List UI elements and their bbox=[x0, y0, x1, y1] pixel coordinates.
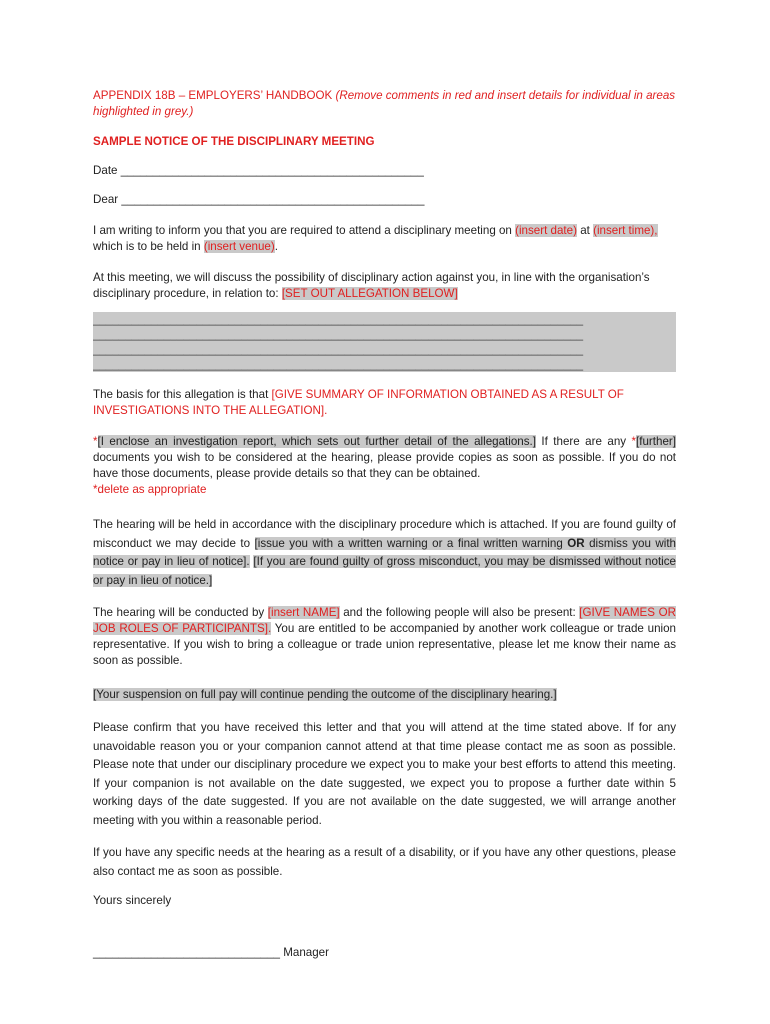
text: At this meeting, we will discuss the possibility of disciplinary action against you, in line with the organisation’s disciplinary procedure, in relation to: bbox=[93, 271, 650, 300]
summary-placeholder[interactable]: [GIVE SUMMARY OF INFORMATION OBTAINED AS A RESULT OF INVESTIGATIONS INTO THE ALLEGATION]. bbox=[93, 388, 624, 417]
blank-line[interactable]: ____________________________________________________________________________ bbox=[93, 327, 676, 342]
date-label: Date bbox=[93, 164, 118, 177]
text: I am writing to inform you that you are required to attend a disciplinary meeting on bbox=[93, 224, 516, 237]
text: at bbox=[576, 224, 594, 237]
text: You are entitled to be accompanied by another work colleague or trade union representative. If you wish to bring a colleague or trade union representative, please let me know their name as soon as possible. bbox=[93, 622, 676, 667]
further-option[interactable]: [further] bbox=[636, 435, 676, 448]
documents-paragraph bbox=[93, 434, 676, 498]
blank-line[interactable]: ____________________________________________________________________________ bbox=[93, 357, 676, 372]
blank-line[interactable]: ____________________________________________________________________________ bbox=[93, 342, 676, 357]
text: The basis for this allegation is that bbox=[93, 388, 272, 401]
or-text: OR bbox=[567, 536, 585, 550]
insert-name-placeholder[interactable]: [insert NAME] bbox=[267, 606, 340, 619]
dear-line bbox=[93, 192, 676, 208]
letter-body bbox=[93, 88, 676, 909]
blank-line[interactable]: ____________________________________________________________________________ bbox=[93, 312, 676, 327]
notice-title: SAMPLE NOTICE OF THE DISCIPLINARY MEETING bbox=[93, 135, 375, 148]
signature-blank[interactable]: _____________________________ bbox=[93, 946, 280, 959]
text: . bbox=[274, 240, 278, 253]
date-blank[interactable]: _______________________________________________ bbox=[120, 164, 424, 177]
signature-line bbox=[93, 946, 329, 959]
participants-placeholder[interactable]: [GIVE NAMES OR JOB ROLES OF PARTICIPANTS]. bbox=[93, 606, 676, 635]
appendix-label: APPENDIX 18B – EMPLOYERS’ HANDBOOK bbox=[93, 89, 333, 102]
insert-venue-placeholder[interactable]: (insert venue) bbox=[203, 240, 275, 253]
confirm-paragraph: Please confirm that you have received this letter and that you will attend at the time stated above. If for any unavoidable reason you or your companion cannot attend at that time please contact me as soon as possible. Please note that under our disciplinary procedure we expect you to make your best efforts to attend this meeting. If your companion is not available on the date suggested, we expect you to propose a further date within 5 working days of the date suggested. If you are not available on the date suggested, we will arrange another meeting with you within a reasonable period. bbox=[93, 721, 676, 827]
delete-marker: * bbox=[631, 435, 637, 448]
delete-note: *delete as appropriate bbox=[93, 483, 207, 496]
text: [issue you with a written warning or a final written warning bbox=[254, 536, 568, 550]
text: documents you wish to be considered at the hearing, please provide copies as soon as possible. If you do not have those documents, please provide details so that they can be obtained. bbox=[93, 451, 676, 480]
enclose-report-option[interactable]: [I enclose an investigation report, which sets out further detail of the allegations.] bbox=[97, 435, 536, 448]
basis-paragraph bbox=[93, 387, 676, 419]
insert-time-placeholder[interactable]: (insert time), bbox=[593, 224, 658, 237]
suspension-option[interactable]: [Your suspension on full pay will continue pending the outcome of the disciplinary hearing.] bbox=[93, 688, 557, 701]
manager-label: Manager bbox=[280, 946, 329, 959]
gross-misconduct-option[interactable]: [If you are found guilty of gross misconduct, you may be dismissed without notice or pay in lieu of notice.] bbox=[93, 555, 676, 587]
dear-label: Dear bbox=[93, 193, 119, 206]
allegation-paragraph bbox=[93, 270, 676, 302]
text: which is to be held in bbox=[93, 240, 204, 253]
allegation-blank-lines bbox=[93, 312, 676, 372]
delete-marker: * bbox=[93, 435, 98, 448]
date-line bbox=[93, 163, 676, 179]
appendix-header bbox=[93, 88, 676, 120]
specific-needs-paragraph: If you have any specific needs at the hearing as a result of a disability, or if you have any other questions, please also contact me as soon as possible. bbox=[93, 846, 676, 878]
allegation-placeholder[interactable]: [SET OUT ALLEGATION BELOW] bbox=[281, 287, 458, 300]
text: The hearing will be held in accordance with the disciplinary procedure which is attached. If you are found guilty of misconduct we may decide to bbox=[93, 518, 676, 550]
hearing-paragraph bbox=[93, 516, 676, 590]
suspension-paragraph bbox=[93, 687, 676, 703]
text: The hearing will be conducted by bbox=[93, 606, 268, 619]
insert-date-placeholder[interactable]: (insert date) bbox=[515, 224, 577, 237]
text: and the following people will also be present: bbox=[339, 606, 580, 619]
meeting-paragraph bbox=[93, 223, 676, 255]
closing: Yours sincerely bbox=[93, 894, 172, 907]
text: If there are any bbox=[535, 435, 632, 448]
text: dismiss you with notice or pay in lieu of notice]. bbox=[93, 536, 676, 568]
dear-blank[interactable]: _______________________________________________ bbox=[121, 193, 425, 206]
conducted-by-paragraph bbox=[93, 605, 676, 669]
header-instruction: (Remove comments in red and insert details for individual in areas highlighted in grey.) bbox=[93, 89, 676, 118]
